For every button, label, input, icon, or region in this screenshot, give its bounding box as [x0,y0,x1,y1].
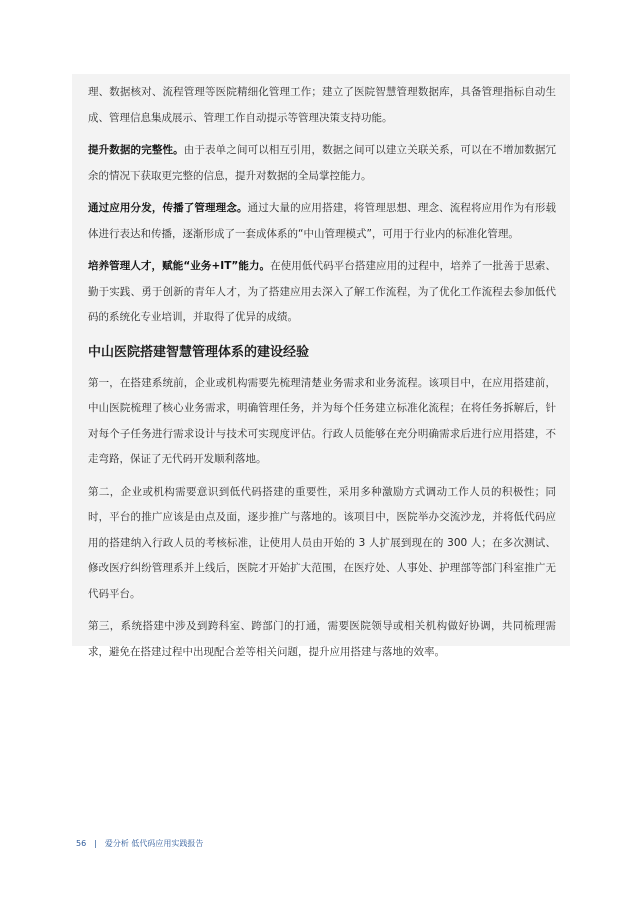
paragraph-1 [88,138,556,189]
paragraph-0 [88,80,556,131]
experience-1: 第二，企业或机构需要意识到低代码搭建的重要性，采用多种激励方式调动工作人员的积极性；同时，平台的推广应该是由点及面，逐步推广与落地的。该项目中，医院举办交流沙龙，并将低代码应用的搭建纳入行政人员的考核标准，让使用人员由开始的 3 人扩展到现在的 300 人；在多次测试、修改医疗纠纷管理系并上线后，医院才开始扩大范围，在医疗处、人事处、护理部等部门科室推广无代码平台。 [88,485,556,600]
section-heading: 中山医院搭建智慧管理体系的建设经验 [88,344,310,360]
paragraph-0-text: 理、数据核对、流程管理等医院精细化管理工作；建立了医院智慧管理数据库，具备管理指标自动生成、管理信息集成展示、管理工作自动提示等管理决策支持功能。 [88,86,556,124]
paragraph-2-bold: 通过应用分发，传播了管理理念。 [88,202,248,214]
paragraph-3 [88,254,556,331]
paragraph-3-bold: 培养管理人才，赋能“业务+IT”能力。 [88,260,271,272]
paragraph-2-text: 通过大量的应用搭建，将管理思想、理念、流程将应用作为有形载体进行表达和传播，逐渐形成了一套成体系的“中山管理模式”，可用于行业内的标准化管理。 [88,202,556,240]
page-footer [76,838,203,849]
page-number: 56 [76,839,87,848]
paragraph-1-bold: 提升数据的完整性。 [88,144,184,156]
experience-0: 第一，在搭建系统前，企业或机构需要先梳理清楚业务需求和业务流程。该项目中，在应用搭建前，中山医院梳理了核心业务需求，明确管理任务，并为每个任务建立标准化流程；在将任务拆解后，针对每个子任务进行需求设计与技术可实现度评估。行政人员能够在充分明确需求后进行应用搭建，不走弯路，保证了无代码开发顺利落地。 [88,376,556,465]
footer-separator: | [94,839,97,848]
experience-2: 第三，系统搭建中涉及到跨科室、跨部门的打通，需要医院领导或相关机构做好协调，共同梳理需求，避免在搭建过程中出现配合差等相关问题，提升应用搭建与落地的效率。 [88,620,556,658]
content-panel [72,74,570,658]
paragraph-3-text: 在使用低代码平台搭建应用的过程中，培养了一批善于思索、勤于实践、勇于创新的青年人才，为了搭建应用去深入了解工作流程，为了优化工作流程去参加低代码的系统化专业培训，并取得了优异的成绩。 [88,260,557,323]
publication-title: 爱分析 低代码应用实践报告 [104,839,204,848]
paragraph-1-text: 由于表单之间可以相互引用，数据之间可以建立关联关系，可以在不增加数据冗余的情况下获取更完整的信息，提升对数据的全局掌控能力。 [88,144,557,182]
paragraph-2 [88,196,556,247]
